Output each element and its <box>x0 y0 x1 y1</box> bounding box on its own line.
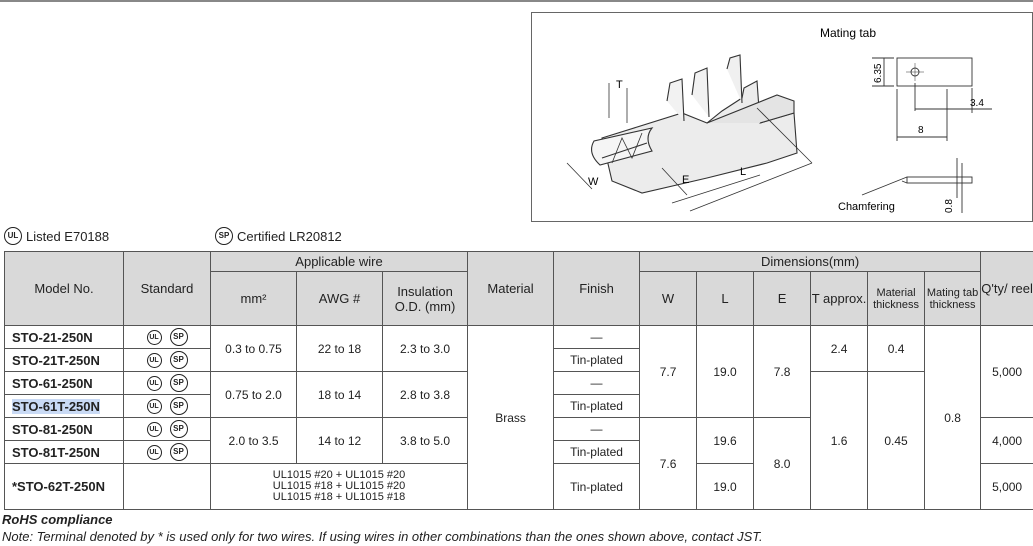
ul-listed-icon: UL <box>147 330 162 345</box>
awg-cell: 14 to 12 <box>297 418 383 464</box>
model-cell: *STO-62T-250N <box>5 464 124 510</box>
qty-cell: 4,000 <box>981 418 1033 464</box>
header-model: Model No. <box>5 252 124 326</box>
header-tab-thickness: Mating tab thickness <box>925 272 981 326</box>
dim-3-4: 3.4 <box>970 98 984 109</box>
standard-cell <box>124 372 211 395</box>
insulation-cell: 2.3 to 3.0 <box>383 326 468 372</box>
awg-cell: 18 to 14 <box>297 372 383 418</box>
finish-cell: Tin-plated <box>554 441 640 464</box>
csa-cert-text: Certified LR20812 <box>237 228 342 244</box>
header-e: E <box>754 272 811 326</box>
standard-cell <box>124 326 211 349</box>
header-qty: Q'ty/ reel <box>981 252 1033 326</box>
finish-cell: — <box>554 418 640 441</box>
standard-cell <box>124 395 211 418</box>
header-row-1 <box>5 252 1033 272</box>
t-cell: 2.4 <box>811 326 868 372</box>
tab-thickness-cell: 0.8 <box>925 326 981 510</box>
header-finish: Finish <box>554 252 640 326</box>
chamfering-label: Chamfering <box>838 201 895 213</box>
finish-cell: Tin-plated <box>554 349 640 372</box>
e-cell: 8.0 <box>754 418 811 510</box>
insulation-cell: 2.8 to 3.8 <box>383 372 468 418</box>
dim-label-E: E <box>682 174 690 186</box>
model-cell: STO-81T-250N <box>5 441 124 464</box>
qty-cell: 5,000 <box>981 464 1033 510</box>
header-l: L <box>697 272 754 326</box>
dim-8: 8 <box>918 125 924 136</box>
standard-cell <box>124 441 211 464</box>
wire-combo-line: UL1015 #20 + UL1015 #20 <box>272 469 406 481</box>
standard-cell <box>124 349 211 372</box>
dim-label-T: T <box>616 79 623 91</box>
header-material: Material <box>468 252 554 326</box>
csa-certified-icon: SP <box>215 227 233 245</box>
finish-cell: Tin-plated <box>554 464 640 510</box>
wire-combo-line: UL1015 #18 + UL1015 #18 <box>272 491 406 503</box>
model-cell: STO-81-250N <box>5 418 124 441</box>
specification-table <box>4 251 1033 510</box>
finish-cell: — <box>554 372 640 395</box>
ul-listed-icon: UL <box>147 445 162 460</box>
header-insulation: Insulation O.D. (mm) <box>383 272 468 326</box>
header-w: W <box>640 272 697 326</box>
model-cell: STO-61-250N <box>5 372 124 395</box>
material-thickness-cell: 0.4 <box>868 326 925 372</box>
csa-certified-icon: SP <box>170 374 188 392</box>
header-mm2: mm² <box>211 272 297 326</box>
finish-cell: Tin-plated <box>554 395 640 418</box>
csa-certified-icon: SP <box>170 351 188 369</box>
l-cell: 19.0 <box>697 464 754 510</box>
header-standard: Standard <box>124 252 211 326</box>
wire-combination-cell <box>211 464 468 510</box>
l-cell: 19.0 <box>697 326 754 418</box>
rohs-compliance: RoHS compliance <box>2 512 113 527</box>
ul-listed-icon: UL <box>4 227 22 245</box>
mating-tab-title: Mating tab <box>820 26 877 40</box>
material-thickness-cell: 0.45 <box>868 372 925 510</box>
model-highlight: STO-61T-250N <box>12 398 100 414</box>
dim-label-W: W <box>588 176 599 188</box>
e-cell: 7.8 <box>754 326 811 418</box>
material-cell: Brass <box>468 326 554 510</box>
awg-cell: 22 to 18 <box>297 326 383 372</box>
wire-combo-line: UL1015 #18 + UL1015 #20 <box>272 480 406 492</box>
ul-cert-text: Listed E70188 <box>26 228 110 244</box>
ul-listed-icon: UL <box>147 422 162 437</box>
terminal-illustration <box>592 55 797 193</box>
terminal-drawing-figure <box>531 12 1033 222</box>
standard-cell <box>124 418 211 441</box>
w-cell: 7.6 <box>640 418 697 510</box>
mm2-cell: 0.3 to 0.75 <box>211 326 297 372</box>
model-cell: STO-21-250N <box>5 326 124 349</box>
csa-certified-icon: SP <box>170 328 188 346</box>
mm2-cell: 2.0 to 3.5 <box>211 418 297 464</box>
qty-cell: 5,000 <box>981 326 1033 418</box>
terminal-drawing <box>532 13 1032 221</box>
w-cell: 7.7 <box>640 326 697 418</box>
csa-certified-icon: SP <box>170 420 188 438</box>
header-awg: AWG # <box>297 272 383 326</box>
header-applicable-wire: Applicable wire <box>211 252 468 272</box>
csa-certified-icon: SP <box>170 443 188 461</box>
table-row <box>5 326 1033 349</box>
dim-label-L: L <box>740 166 747 178</box>
footnote: Note: Terminal denoted by * is used only for two wires. If using wires in other combinations than the ones shown above, contact JST. <box>2 529 763 544</box>
finish-cell: — <box>554 326 640 349</box>
t-cell: 1.6 <box>811 372 868 510</box>
mm2-cell: 0.75 to 2.0 <box>211 372 297 418</box>
ul-listed-icon: UL <box>147 353 162 368</box>
header-material-thickness: Material thickness <box>868 272 925 326</box>
csa-certification <box>215 227 342 245</box>
ul-listed-icon: UL <box>147 399 162 414</box>
l-cell: 19.6 <box>697 418 754 464</box>
model-cell: STO-21T-250N <box>5 349 124 372</box>
model-cell <box>5 395 124 418</box>
top-rule <box>0 0 1033 2</box>
dim-6-35: 6.35 <box>873 63 884 83</box>
ul-certification <box>4 227 109 245</box>
ul-listed-icon: UL <box>147 376 162 391</box>
dim-0-8: 0.8 <box>944 199 955 213</box>
standard-cell <box>124 464 211 510</box>
header-t: T approx. <box>811 272 868 326</box>
csa-certified-icon: SP <box>170 397 188 415</box>
header-dimensions: Dimensions(mm) <box>640 252 981 272</box>
insulation-cell: 3.8 to 5.0 <box>383 418 468 464</box>
